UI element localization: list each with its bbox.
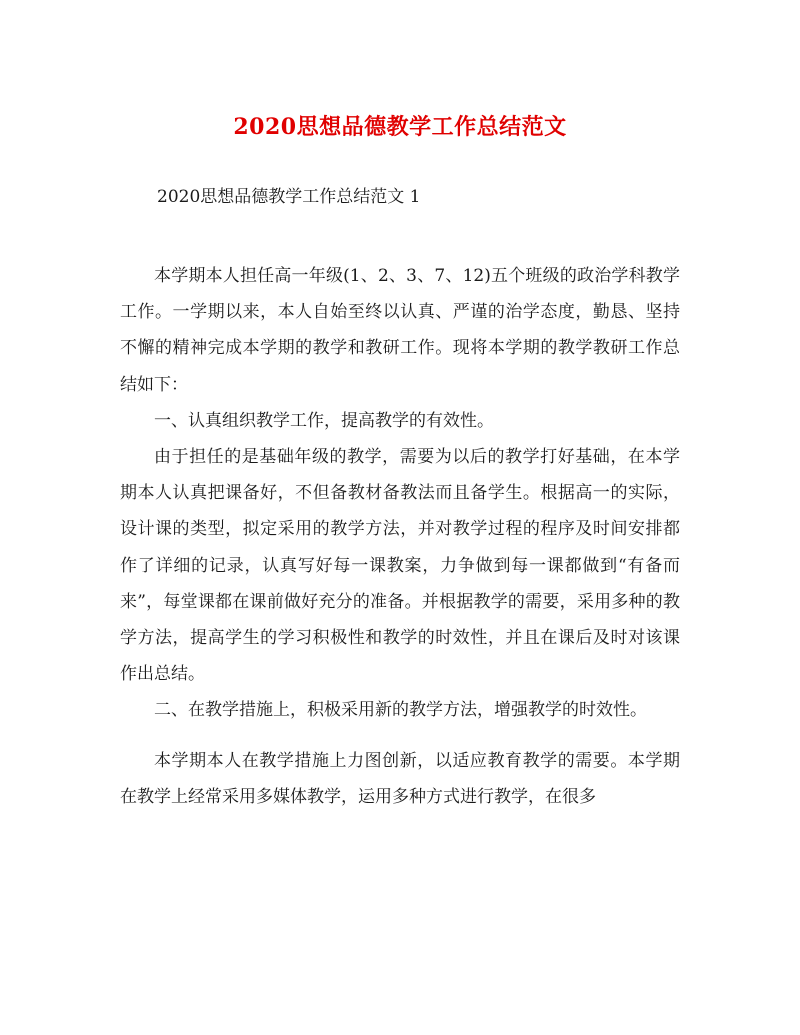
document-title: 2020思想品德教学工作总结范文 xyxy=(233,114,567,140)
section-heading-1: 一、认真组织教学工作，提高教学的有效性。 xyxy=(154,410,494,431)
paragraph-section-1: 由于担任的是基础年级的教学，需要为以后的教学打好基础，在本学期本人认真把课备好，不但备教材备教法而且备学生。根据高一的实际，设计课的类型，拟定采用的教学方法，并对教学过程的程序及时间安排都作了详细的记录，认真写好每一课教案，力争做到每一课都做到“有备而来”，每堂课都在课前做好充分的准备。并根据教学的需要，采用多种的教学方法，提高学生的学习积极性和教学的时效性，并且在课后及时对该课作出总结。 xyxy=(120,447,680,685)
paragraph-intro: 本学期本人担任高一年级(1、2、3、7、12)五个班级的政治学科教学工作。一学期以来，本人自始至终以认真、严谨的治学态度，勤恳、坚持不懈的精神完成本学期的教学和教研工作。现将本学期的教学教研工作总结如下： xyxy=(120,266,680,395)
section-heading-2: 二、在教学措施上，积极采用新的教学方法，增强教学的时效性。 xyxy=(154,700,647,721)
document-subtitle: 2020思想品德教学工作总结范文 1 xyxy=(157,187,421,207)
paragraph-section-2: 本学期本人在教学措施上力图创新，以适应教育教学的需要。本学期在教学上经常采用多媒体教学，运用多种方式进行教学，在很多 xyxy=(120,750,680,807)
document-body xyxy=(120,258,680,815)
